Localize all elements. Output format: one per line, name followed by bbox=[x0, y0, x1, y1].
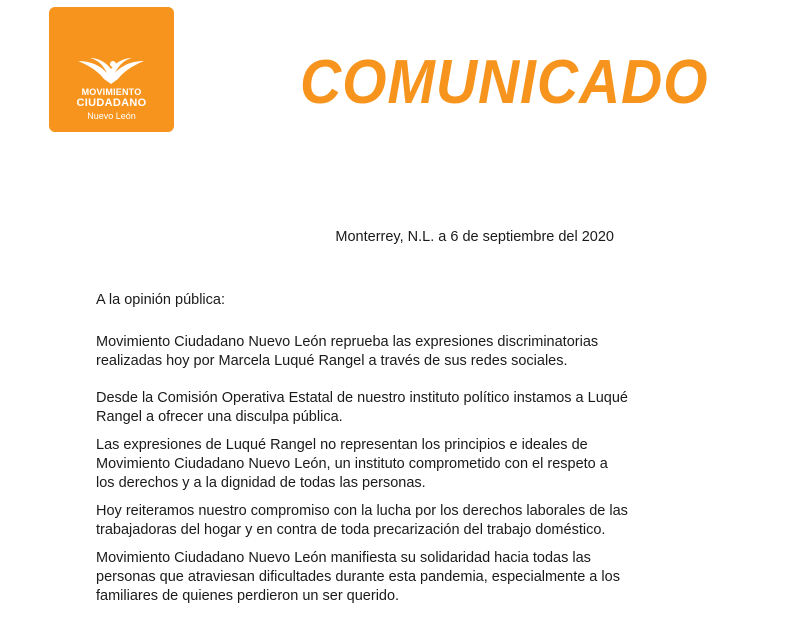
eagle-icon bbox=[76, 55, 146, 85]
salutation: A la opinión pública: bbox=[96, 292, 225, 308]
paragraph-line: trabajadoras del hogar y en contra de toda precarización del trabajo doméstico. bbox=[96, 522, 606, 538]
paragraph-line: Desde la Comisión Operativa Estatal de nuestro instituto político instamos a Luqué bbox=[96, 390, 628, 406]
logo-text-movimiento: MOVIMIENTO bbox=[81, 87, 142, 97]
logo-text-region: Nuevo León bbox=[87, 111, 136, 121]
party-logo bbox=[49, 7, 174, 132]
paragraph-line: Rangel a ofrecer una disculpa pública. bbox=[96, 409, 343, 425]
paragraph bbox=[96, 549, 656, 606]
paragraph-line: Hoy reiteramos nuestro compromiso con la lucha por los derechos laborales de las bbox=[96, 503, 628, 519]
dateline: Monterrey, N.L. a 6 de septiembre del 2020 bbox=[335, 229, 614, 245]
page-title: COMUNICADO bbox=[300, 48, 709, 117]
paragraph bbox=[96, 436, 656, 493]
paragraph-line: Las expresiones de Luqué Rangel no representan los principios e ideales de bbox=[96, 437, 588, 453]
paragraph bbox=[96, 389, 656, 427]
paragraph-line: Movimiento Ciudadano Nuevo León manifiesta su solidaridad hacia todas las bbox=[96, 550, 591, 566]
paragraph-line: realizadas hoy por Marcela Luqué Rangel a través de sus redes sociales. bbox=[96, 353, 568, 369]
paragraph-line: los derechos y a la dignidad de todas las personas. bbox=[96, 475, 426, 491]
paragraph-line: Movimiento Ciudadano Nuevo León reprueba las expresiones discriminatorias bbox=[96, 334, 599, 350]
paragraph bbox=[96, 502, 656, 540]
paragraph bbox=[96, 333, 656, 371]
logo-text-ciudadano: CIUDADANO bbox=[76, 97, 147, 109]
paragraph-line: Movimiento Ciudadano Nuevo León, un instituto comprometido con el respeto a bbox=[96, 456, 608, 472]
paragraph-line: familiares de quienes perdieron un ser querido. bbox=[96, 588, 400, 604]
paragraph-line: personas que atraviesan dificultades durante esta pandemia, especialmente a los bbox=[96, 569, 620, 585]
